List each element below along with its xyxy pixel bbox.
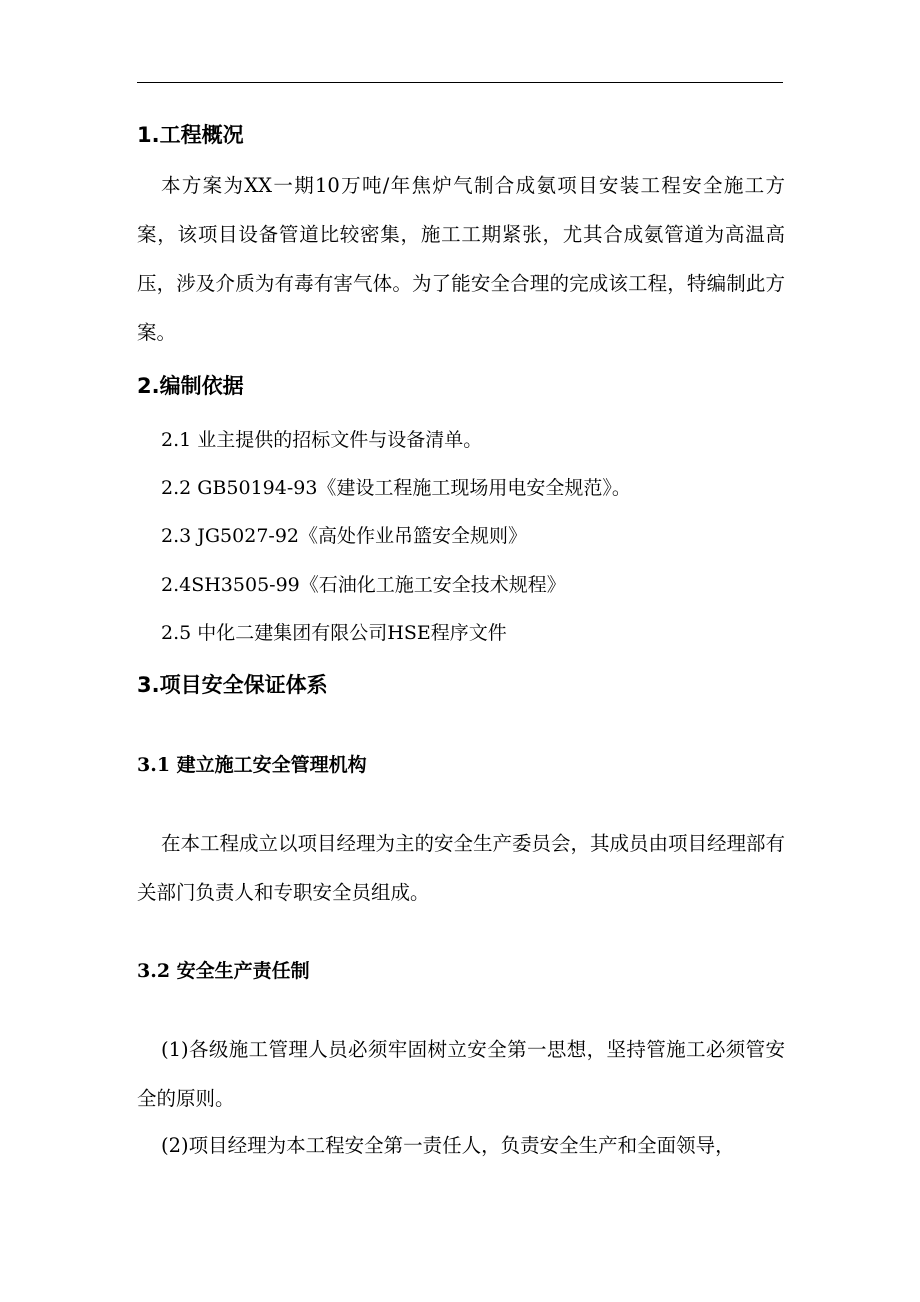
reference-item: 2.5 中化二建集团有限公司HSE程序文件	[161, 622, 507, 644]
responsibility-paragraph: (1)各级施工管理人员必须牢固树立安全第一思想，坚持管施工必须管安全的原则。	[137, 1038, 785, 1110]
section-2-heading: 2.编制依据	[137, 374, 244, 398]
reference-item: 2.3 JG5027-92《高处作业吊篮安全规则》	[161, 525, 528, 547]
subsection-3-1-heading: 3.1 建立施工安全管理机构	[137, 754, 367, 776]
responsibility-paragraph: (2)项目经理为本工程安全第一责任人，负责安全生产和全面领导，	[161, 1134, 735, 1157]
reference-item: 2.4SH3505-99《石油化工施工安全技术规程》	[161, 574, 566, 596]
header-rule	[137, 82, 783, 83]
reference-item: 2.2 GB50194-93《建设工程施工现场用电安全规范》。	[161, 477, 631, 499]
subsection-3-2-heading: 3.2 安全生产责任制	[137, 960, 310, 982]
section-1-paragraph: 本方案为XX一期10万吨/年焦炉气制合成氨项目安装工程安全施工方案，该项目设备管道比较密集，施工工期紧张，尤其合成氨管道为高温高压，涉及介质为有毒有害气体。为了能安全合理的完成该工程，特编制此方案。	[137, 174, 785, 344]
reference-item: 2.1 业主提供的招标文件与设备清单。	[161, 429, 483, 451]
section-3-heading: 3.项目安全保证体系	[137, 673, 328, 697]
section-1-heading: 1.工程概况	[137, 123, 244, 147]
subsection-3-1-paragraph: 在本工程成立以项目经理为主的安全生产委员会，其成员由项目经理部有关部门负责人和专职安全员组成。	[137, 832, 786, 904]
